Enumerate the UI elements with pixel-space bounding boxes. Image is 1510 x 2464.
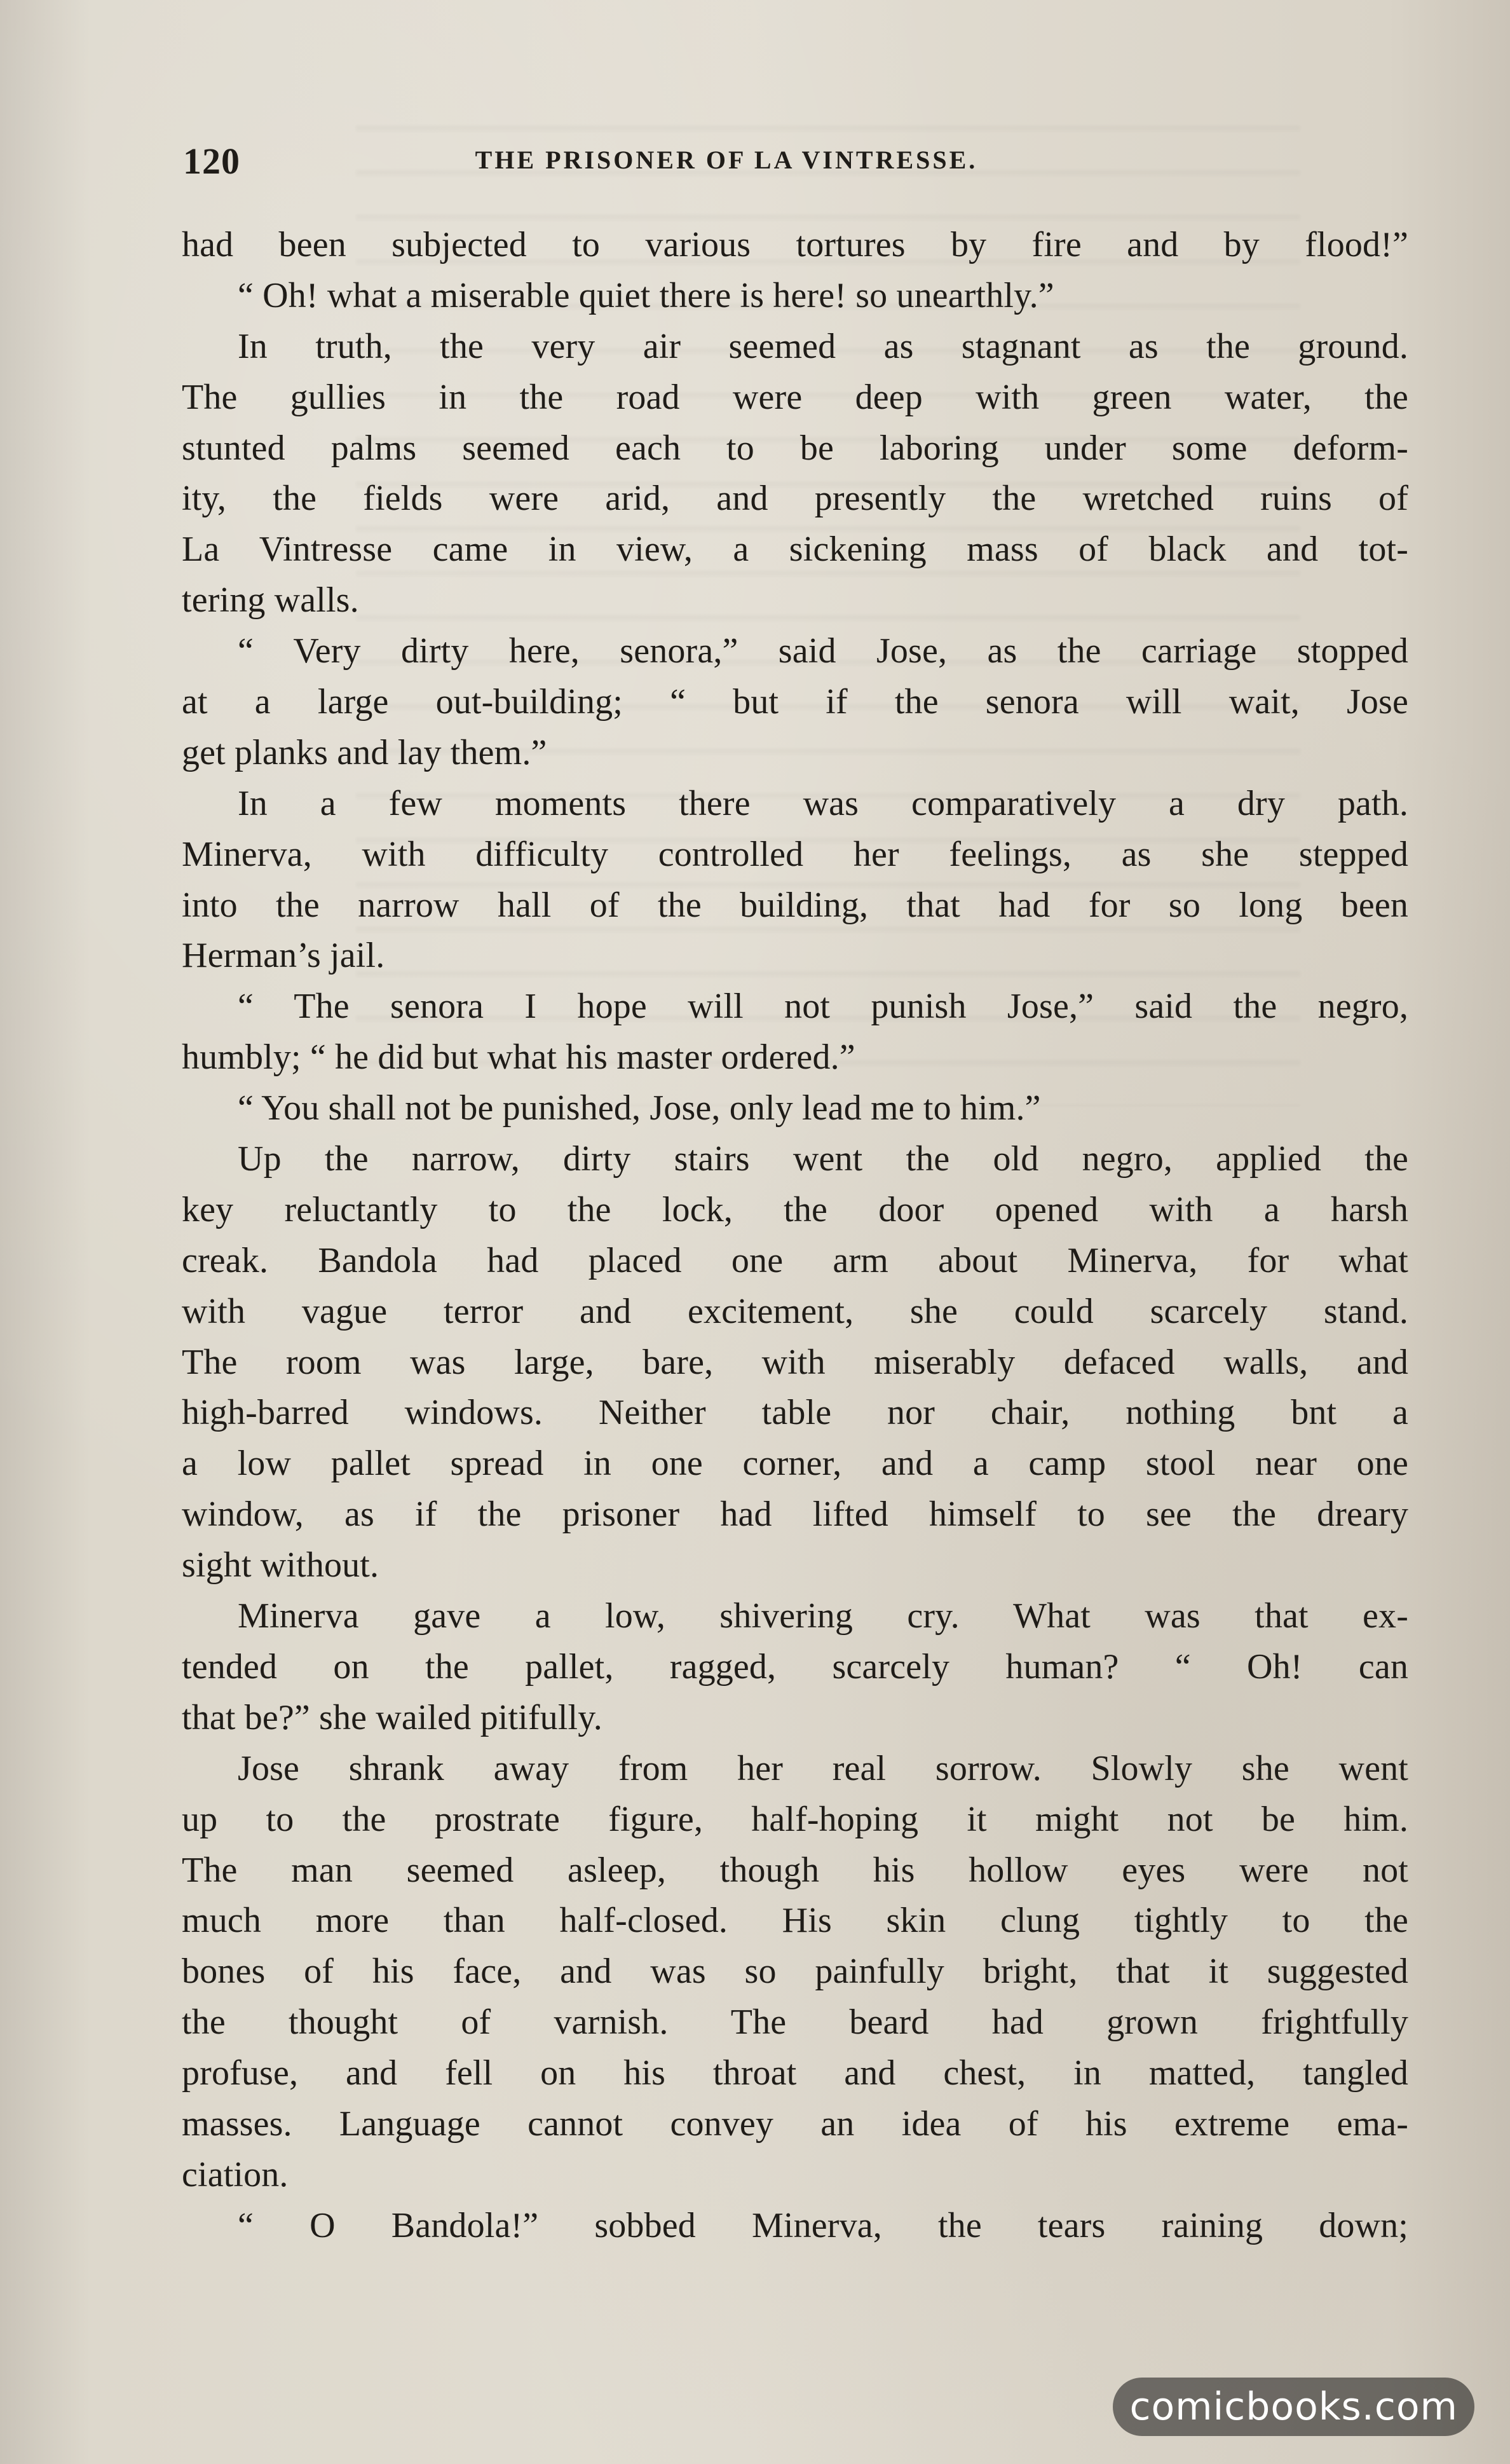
body-text xyxy=(182,220,1408,2252)
text-line: at a large out-building; “ but if the senora will wait, Jose xyxy=(182,682,1408,722)
watermark: comicbooks.com xyxy=(1113,2378,1474,2436)
text-line: humbly; “ he did but what his master ordered.” xyxy=(182,1037,855,1078)
text-line: ciation. xyxy=(182,2154,289,2194)
text-line: sight without. xyxy=(182,1545,379,1585)
page-header xyxy=(183,140,1149,191)
text-line: tering walls. xyxy=(182,580,359,620)
text-line: key reluctantly to the lock, the door opened with a harsh xyxy=(182,1189,1408,1229)
text-line: Minerva gave a low, shivering cry. What was that ex- xyxy=(238,1596,1408,1636)
running-title: THE PRISONER OF LA VINTRESSE. xyxy=(475,146,978,174)
text-line: profuse, and fell on his throat and chest, in matted, tangled xyxy=(182,2053,1408,2093)
text-line: In a few moments there was comparatively a dry path. xyxy=(238,783,1408,823)
text-line: “ The senora I hope will not punish Jose,” said the negro, xyxy=(238,987,1408,1027)
text-line: a low pallet spread in one corner, and a camp stool near one xyxy=(182,1444,1408,1484)
text-line: with vague terror and excitement, she could scarcely stand. xyxy=(182,1291,1408,1331)
text-line: The room was large, bare, with miserably defaced walls, and xyxy=(182,1342,1408,1382)
text-line: Minerva, with difficulty controlled her feelings, as she stepped xyxy=(182,834,1408,874)
text-line: Jose shrank away from her real sorrow. Slowly she went xyxy=(238,1748,1408,1788)
text-line: “ Very dirty here, senora,” said Jose, as the carriage stopped xyxy=(238,631,1408,671)
text-line: La Vintresse came in view, a sickening mass of black and tot- xyxy=(182,530,1408,570)
text-line: The gullies in the road were deep with green water, the xyxy=(182,377,1408,417)
text-line: ity, the fields were arid, and presently the wretched ruins of xyxy=(182,479,1408,519)
text-line: “ O Bandola!” sobbed Minerva, the tears raining down; xyxy=(238,2205,1408,2245)
text-line: “ You shall not be punished, Jose, only lead me to him.” xyxy=(238,1088,1041,1128)
text-line: high-barred windows. Neither table nor chair, nothing bnt a xyxy=(182,1393,1408,1433)
text-line: Up the narrow, dirty stairs went the old negro, applied the xyxy=(238,1139,1408,1179)
text-line: bones of his face, and was so painfully bright, that it suggested xyxy=(182,1952,1408,1992)
text-line: In truth, the very air seemed as stagnant as the ground. xyxy=(238,326,1408,366)
text-line: tended on the pallet, ragged, scarcely human? “ Oh! can xyxy=(182,1646,1408,1687)
text-line: that be?” she wailed pitifully. xyxy=(182,1697,602,1737)
text-line: window, as if the prisoner had lifted himself to see the dreary xyxy=(182,1495,1408,1535)
text-line: stunted palms seemed each to be laboring under some deform- xyxy=(182,428,1408,468)
text-line: up to the prostrate figure, half-hoping it might not be him. xyxy=(182,1799,1408,1839)
text-line: much more than half-closed. His skin clung tightly to the xyxy=(182,1901,1408,1941)
page-number: 120 xyxy=(183,140,240,182)
text-line: Herman’s jail. xyxy=(182,936,385,976)
text-line: the thought of varnish. The beard had grown frightfully xyxy=(182,2002,1408,2043)
text-line: “ Oh! what a miserable quiet there is here! so unearthly.” xyxy=(238,275,1054,315)
text-line: had been subjected to various tortures by fire and by flood!” xyxy=(182,225,1408,264)
text-line: into the narrow hall of the building, that had for so long been xyxy=(182,885,1408,925)
text-line: The man seemed asleep, though his hollow eyes were not xyxy=(182,1850,1408,1890)
text-line: creak. Bandola had placed one arm about Minerva, for what xyxy=(182,1240,1408,1280)
text-line: get planks and lay them.” xyxy=(182,732,547,772)
text-line: masses. Language cannot convey an idea of his extreme ema- xyxy=(182,2104,1408,2144)
